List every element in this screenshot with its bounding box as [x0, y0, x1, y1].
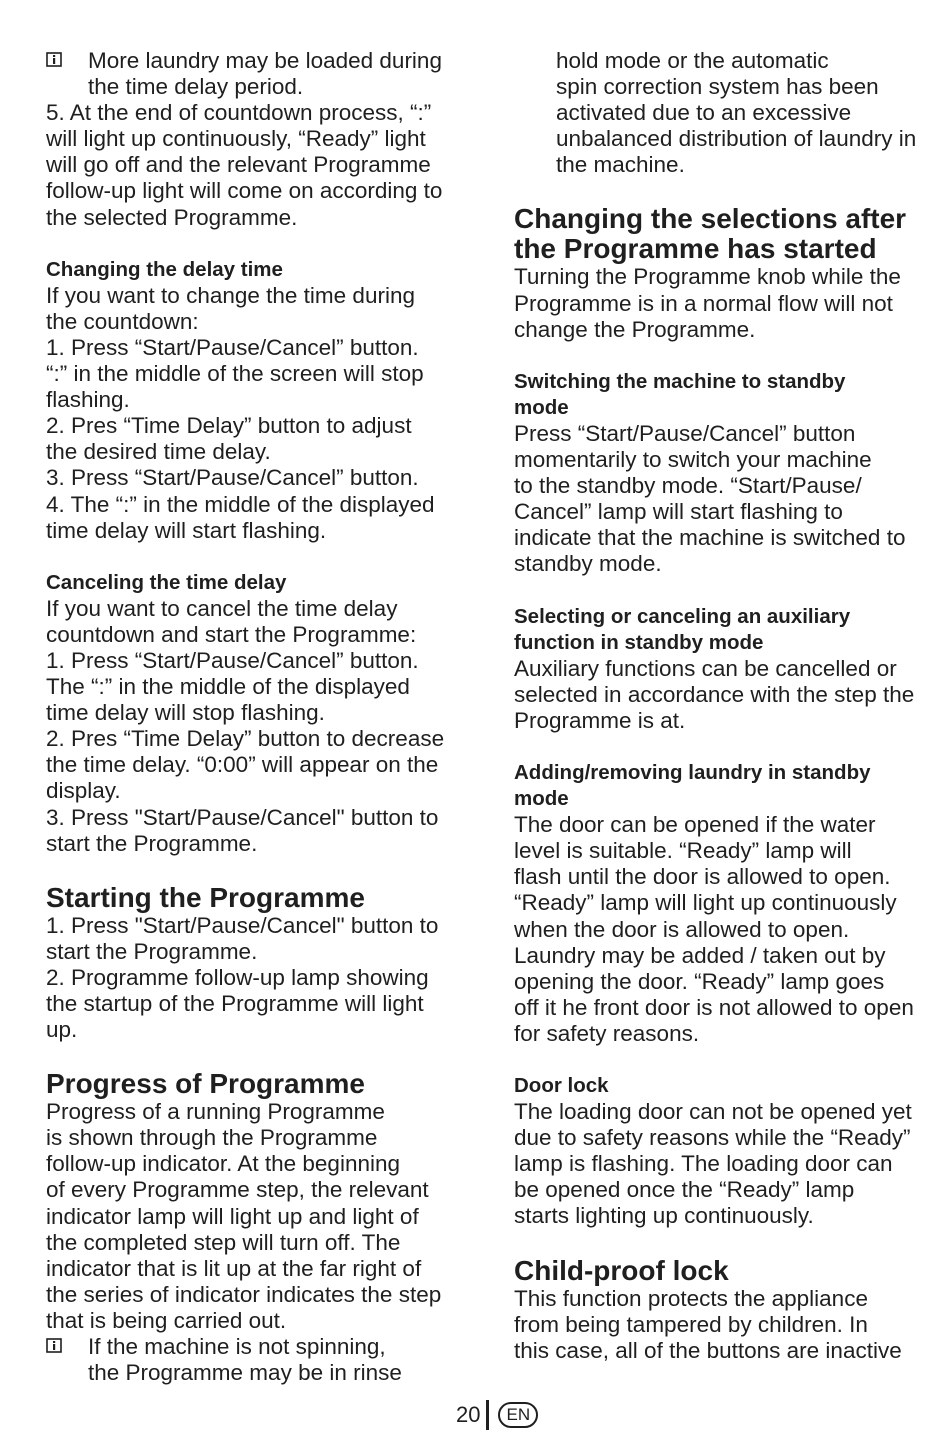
paragraph-canceling-delay: If you want to cancel the time delay countdown and start the Programme: 1. Press “Start/Pause/Cancel” button. The “:” in the middle of the displayed time delay will stop flashing. 2. Pres “Time Delay” button to decrease the time delay. “0:00” will appear on the display. 3. Press "Start/Pause/Cancel" button to start the Programme.	[46, 595, 445, 856]
paragraph-standby: Press “Start/Pause/Cancel” button momentarily to switch your machine to the standby mode. “Start/Pause/ Cancel” lamp will start flashing to indicate that the machine is switched to standby mode.	[514, 420, 906, 577]
heading-starting-programme: Starting the Programme	[46, 881, 365, 913]
language-badge: EN	[498, 1402, 538, 1428]
info-note	[46, 48, 478, 100]
subheading-standby: Switching the machine to standby mode	[514, 369, 846, 419]
subheading-door-lock: Door lock	[514, 1074, 609, 1097]
paragraph-auxiliary: Auxiliary functions can be cancelled or selected in accordance with the step the Programme is at.	[514, 655, 915, 733]
paragraph-child-proof-lock: This function protects the appliance from being tampered by children. In this case, all of the buttons are inactive	[514, 1285, 902, 1363]
info-icon	[46, 52, 62, 67]
page-footer	[456, 1398, 538, 1432]
paragraph-changing-selections: Turning the Programme knob while the Programme is in a normal flow will not change the Programme.	[514, 264, 901, 342]
paragraph-door-lock: The loading door can not be opened yet due to safety reasons while the “Ready” lamp is flashing. The loading door can be opened once the “Ready” lamp starts lighting up continuously.	[514, 1099, 912, 1229]
heading-progress-of-programme: Progress of Programme	[46, 1068, 365, 1100]
right-column	[514, 48, 948, 1364]
subheading-canceling-delay: Canceling the time delay	[46, 570, 287, 594]
note-text: If the machine is not spinning, the Programme may be in rinse	[88, 1334, 402, 1386]
heading-child-proof-lock: Child-proof lock	[514, 1254, 729, 1286]
footer-divider	[486, 1400, 489, 1430]
heading-changing-selections: Changing the selections after the Programme has started	[514, 203, 907, 265]
step-5-text: 5. At the end of countdown process, “:” will light up continuously, “Ready” light will go off and the relevant Programme follow-up light will come on according to the selected Programme.	[46, 100, 443, 230]
paragraph-adding-laundry: The door can be opened if the water level is suitable. “Ready” lamp will flash until the door is allowed to open. “Ready” lamp will light up continuously when the door is allowed to open. Laundry may be added / taken out by opening the door. “Ready” lamp goes off it he front door is not allowed to open for safety reasons.	[514, 812, 914, 1046]
note-text: More laundry may be loaded during the time delay period.	[88, 48, 442, 100]
paragraph-changing-delay: If you want to change the time during the countdown: 1. Press “Start/Pause/Cancel” button. “:” in the middle of the screen will stop flashing. 2. Pres “Time Delay” button to adjust the desired time delay. 3. Press “Start/Pause/Cancel” button. 4. The “:” in the middle of the displayed time delay will start flashing.	[46, 282, 435, 543]
note-continuation: hold mode or the automatic spin correction system has been activated due to an excessive unbalanced distribution of laundry in the machine.	[556, 48, 917, 178]
info-icon	[46, 1338, 62, 1353]
subheading-auxiliary: Selecting or canceling an auxiliary function in standby mode	[514, 604, 851, 654]
subheading-changing-delay: Changing the delay time	[46, 257, 283, 281]
page-number: 20	[456, 1402, 481, 1427]
paragraph-starting-programme: 1. Press "Start/Pause/Cancel" button to start the Programme. 2. Programme follow-up lamp showing the startup of the Programme will light up.	[46, 912, 439, 1043]
paragraph-progress-of-programme: Progress of a running Programme is shown through the Programme follow-up indicator. At the beginning of every Programme step, the relevant indicator lamp will light up and light of the completed step will turn off. The indicator that is lit up at the far right of the series of indicator indicates the step that is being carried out.	[46, 1099, 442, 1333]
info-note	[46, 1334, 478, 1386]
left-column	[46, 48, 478, 1386]
subheading-adding-laundry: Adding/removing laundry in standby mode	[514, 760, 871, 811]
